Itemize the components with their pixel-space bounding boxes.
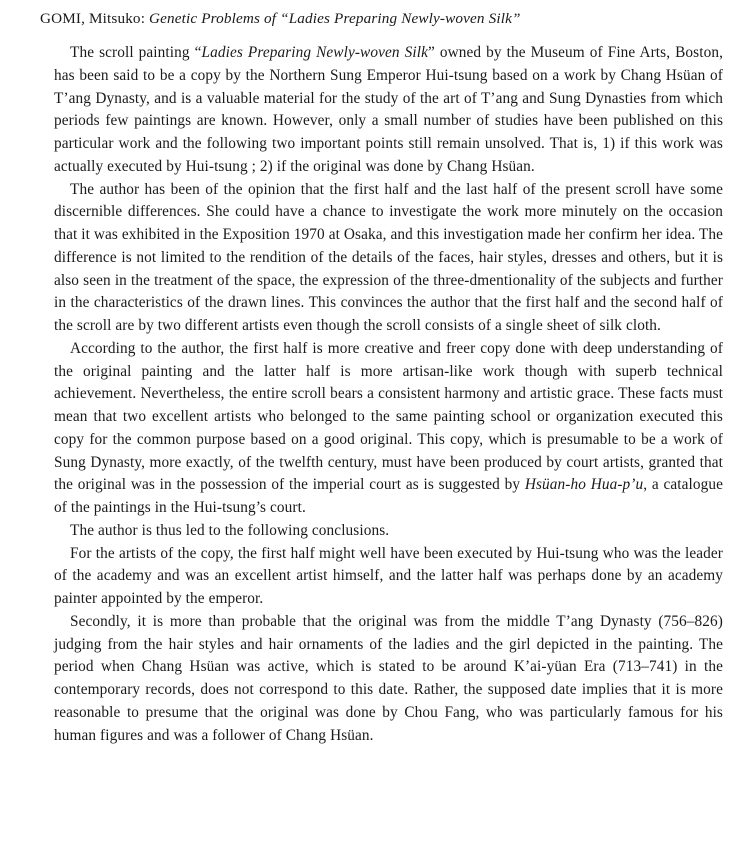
- author-name: GOMI, Mitsuko: [40, 10, 141, 27]
- paragraph: [54, 611, 723, 748]
- paragraph-text: The author is thus led to the following conclusions.: [70, 521, 390, 539]
- paragraph: [54, 520, 723, 543]
- italic-title-text: Hsüan-ho Hua-p’u: [524, 476, 644, 494]
- paragraph-text: For the artists of the copy, the first half might well have been executed by Hui-tsung who was the leader of the academy and was an excellent artist himself, and the latter half was perhaps done by an academy painter appointed by the emperor.: [54, 544, 723, 607]
- paragraph: [54, 42, 723, 179]
- article-body: [54, 42, 723, 747]
- paragraph: [54, 338, 723, 520]
- running-head: [40, 9, 723, 29]
- paragraph-text: , a catalogue of the paintings in the Hui-tsung’s court.: [54, 476, 723, 516]
- paragraph-text: According to the author, the first half is more creative and freer copy done with deep understanding of the original painting and the latter half is more artisan-like work though with superb technical achievement. Nevertheless, the entire scroll bears a consistent harmony and artistic grace. These facts must mean that two excellent artists who belonged to the same painting school or organization executed this copy for the common purpose based on a good original. This copy, which is presumable to be a work of Sung Dynasty, more exactly, of the twelfth century, must have been produced by court artists, granted that the original was in the possession of the imperial court as is suggested by: [54, 339, 723, 494]
- article-title: Genetic Problems of “Ladies Preparing Newly-woven Silk”: [149, 10, 521, 27]
- paragraph-text: ” owned by the Museum of Fine Arts, Boston, has been said to be a copy by the Northern Sung Emperor Hui-tsung based on a work by Chang Hsüan of T’ang Dynasty, and is a valuable material for the study of the art of T’ang and Sung Dynasties from which periods few paintings are known. However, only a small number of studies have been published on this particular work and the following two important points still remain unsolved. That is, 1) if this work was actually executed by Hui-tsung ; 2) if the original was done by Chang Hsüan.: [54, 44, 724, 175]
- paragraph: [54, 543, 723, 611]
- paragraph-text: The scroll painting “: [70, 44, 202, 61]
- paragraph: [54, 179, 723, 338]
- running-head-separator: :: [140, 10, 150, 27]
- paragraph-text: The author has been of the opinion that the first half and the last half of the present scroll have some discernible differences. She could have a chance to investigate the work more minutely on the occasion that it was exhibited in the Exposition 1970 at Osaka, and this investigation made her confirm her idea. The difference is not limited to the rendition of the details of the faces, hair styles, dresses and others, but it is also seen in the treatment of the space, the expression of the three-dmentionality of the subjects and further in the characteristics of the drawn lines. This convinces the author that the first half and the second half of the scroll are by two different artists even though the scroll consists of a single sheet of silk cloth.: [54, 180, 723, 334]
- italic-title-text: Ladies Preparing Newly-woven Silk: [201, 44, 428, 61]
- paragraph-text: Secondly, it is more than probable that the original was from the middle T’ang Dynasty (756–826) judging from the hair styles and hair ornaments of the ladies and the girl depicted in the painting. The period when Chang Hsüan was active, which is stated to be around K’ai-yüan Era (713–741) in the contemporary records, does not correspond to this date. Rather, the supposed date implies that it is more reasonable to presume that the original was done by Chou Fang, who was particularly famous for his human figures and was a follower of Chang Hsüan.: [54, 612, 723, 744]
